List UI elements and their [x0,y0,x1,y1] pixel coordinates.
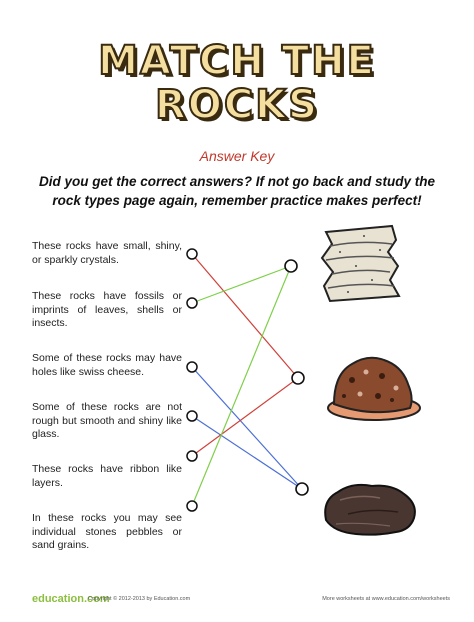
answer-key-label: Answer Key [199,148,275,164]
clue-connector-5 [187,451,197,461]
more-worksheets-link[interactable]: More worksheets at www.education.com/worksheets [322,596,450,602]
clue-1: These rocks have small, shiny, or sparkly crystals. [32,240,182,266]
answer-line-red-1 [192,254,298,378]
clue-4: Some of these rocks are not rough but smooth and shiny like glass. [32,401,182,440]
clue-connector-1 [187,249,197,259]
rock-connector-1 [285,260,297,272]
education-logo[interactable]: education.com [32,593,110,605]
clue-connector-6 [187,501,197,511]
clue-connector-2 [187,298,197,308]
clue-6: In these rocks you may see individual stones pebbles or sand grains. [32,512,182,551]
title-line-2: ROCKS [155,82,319,128]
answer-line-red-2 [192,378,298,456]
speckled-rock-illustration [328,358,420,420]
copyright-text: Copyright © 2012-2013 by Education.com [88,596,191,602]
answer-line-blue-1 [192,367,302,489]
dark-rock-illustration [325,485,415,535]
clue-2: These rocks have fossils or imprints of leaves, shells or insects. [32,290,182,329]
title-line-1: MATCH THE [98,38,376,84]
instructions-text: Did you get the correct answers? If not go back and study the rock types page again, remember practice makes perfect! [38,174,436,208]
answer-line-green-2 [192,266,291,506]
clue-5: These rocks have ribbon like layers. [32,463,182,489]
clue-connector-4 [187,411,197,421]
clue-connector-3 [187,362,197,372]
layered-rock-illustration [322,226,399,301]
answer-line-blue-2 [192,416,302,489]
clue-3: Some of these rocks may have holes like swiss cheese. [32,352,182,378]
rock-connector-2 [292,372,304,384]
rock-connector-3 [296,483,308,495]
